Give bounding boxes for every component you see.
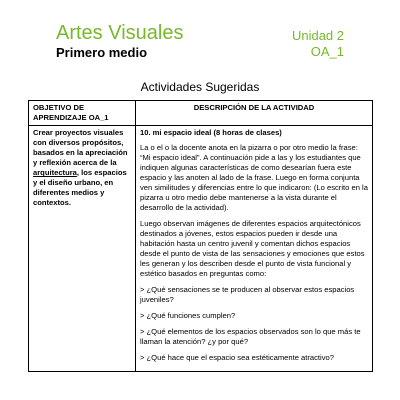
objective-cell — [29, 126, 136, 372]
table-header-row — [29, 101, 373, 126]
objective-underlined: arquitectura — [33, 168, 77, 178]
objective-code: OA_1 — [310, 44, 344, 59]
description-header: DESCRIPCIÓN DE LA ACTIVIDAD — [136, 101, 373, 126]
objective-text-2: , los espacios y el diseño urbano, en diferentes medios y contextos. — [33, 168, 127, 208]
activity-title: 10. mi espacio ideal (8 horas de clases) — [140, 128, 282, 138]
activity-paragraph-1: La o el o la docente anota en la pizarra o por otro medio la frase: “Mi espacio ideal”. A continuación pide a las y los estudiantes que indiquen algunas características de como desearían fuera este espacio y las anoten al lado de la frase. Luego en forma conjunta ven similitudes y diferencias entre lo que indicaron: (Lo escrito en la pizarra u otro medio debe mantenerse a la vista durante el desarrollo de la actividad). — [140, 143, 368, 213]
section-title: Actividades Sugeridas — [140, 80, 260, 94]
header-right — [292, 28, 344, 60]
activity-paragraph-2: Luego observan imágenes de diferentes espacios arquitectónicos destinados a jóvenes, estos espacios pueden ir desde una habitación hasta un centro juvenil y comentan dichos espacios desde el punto de vista de las sensaciones y emociones que estos les generan y los describen desde el punto de vista funcional y estético basados en preguntas como: — [140, 219, 365, 279]
document-subtitle: Primero medio — [56, 45, 148, 60]
unit-label: Unidad 2 — [291, 28, 344, 43]
question-item: > ¿Qué hace que el espacio sea estéticamente atractivo? — [140, 353, 334, 363]
activities-table — [28, 100, 373, 372]
table-row — [29, 126, 373, 372]
question-item: > ¿Qué sensaciones se te producen al observar estos espacios juveniles? — [140, 285, 355, 305]
header-left — [56, 22, 183, 60]
objective-text-1: Crear proyectos visuales con diversos propósitos, basados en la apreciación y reflexión acerca de la — [33, 128, 128, 168]
question-item: > ¿Qué funciones cumplen? — [140, 311, 236, 321]
objective-header: OBJETIVO DE APRENDIZAJE OA_1 — [29, 101, 136, 126]
question-item: > ¿Qué elementos de los espacios observados son lo que más te llaman la atención? ¿y por qué? — [140, 327, 361, 347]
description-cell — [136, 126, 373, 372]
document-title: Artes Visuales — [56, 22, 184, 44]
